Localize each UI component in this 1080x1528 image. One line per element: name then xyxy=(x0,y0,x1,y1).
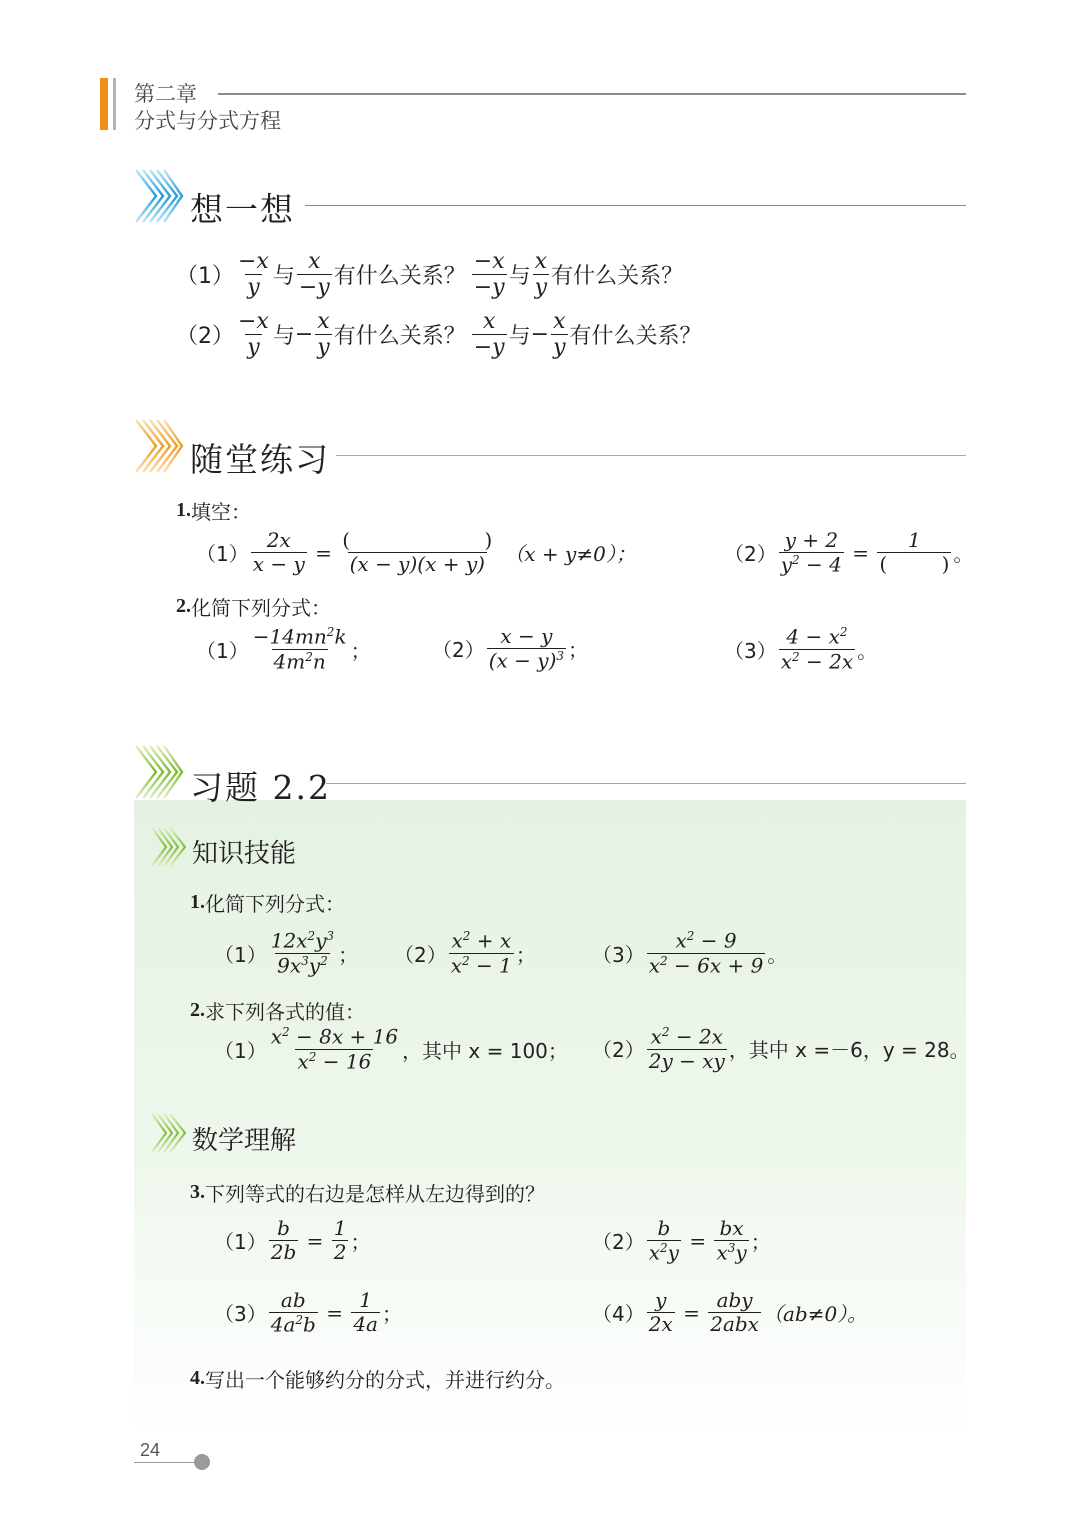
think-question-2: （2） $\frac{-x}{y}$ 与 − $\frac{x}{y}$ 有什么关系？ $\frac{x}{-y}$ 与 − $\frac{x}{y}$ 有什么关系？ xyxy=(176,309,702,361)
chevron-small-green-icon xyxy=(150,826,188,868)
exercise-3-4: （4） $\frac{y}{2x}$ = $\frac{\text{aby}}{\text{2abx}}$ （ab≠0）。 xyxy=(592,1288,868,1336)
exercise-2-2: （2） $\frac{x^2 - 2x}{2y - xy}$ ，其中 x =－6，y = 28。 xyxy=(592,1024,970,1073)
exercise-2-1: （1） $\frac{x^2 - 8x + 16}{x^2 - 16}$ ，其中 x = 100； xyxy=(214,1024,568,1074)
section-rule-exercise xyxy=(326,783,966,784)
chapter-number: 第二章 xyxy=(134,82,197,106)
section-rule-practice xyxy=(336,455,966,456)
page-dot-icon xyxy=(194,1454,210,1470)
chevron-green-icon xyxy=(134,744,184,800)
exercise-question-4: 4. 写出一个能够约分的分式，并进行约分。 xyxy=(190,1367,565,1392)
practice-1-1: （1） $\frac{2x}{x - y}$ = ( ) (x − y)(x + y) （x + y≠0）； xyxy=(196,528,636,576)
page-number-rule xyxy=(134,1462,202,1463)
chapter-rule xyxy=(218,93,966,95)
chevron-small-green-icon xyxy=(150,1112,188,1154)
practice-2-3: （3） $\frac{4 - x^2}{x^2 - 2x}$ 。 xyxy=(724,624,878,674)
exercise-3-3: （3） $\frac{ab}{4a^2b}$ = $\frac{1}{4a}$ ； xyxy=(214,1288,402,1337)
exercise-3-1: （1） $\frac{b}{2b}$ = $\frac{1}{2}$ ； xyxy=(214,1216,371,1264)
section-title-exercise: 习题 2.2 xyxy=(190,768,331,807)
practice-2-2: （2） $\frac{x - y}{(x - y)^3}$ ； xyxy=(432,624,589,673)
chapter-accent-bar xyxy=(100,78,108,130)
exercise-1-2: （2） $\frac{x^2 + x}{x^2 - 1}$ ； xyxy=(394,928,536,978)
think-question-1: （1） $\frac{-x}{y}$ 与 $\frac{x}{-y}$ 有什么关系？ $\frac{-x}{-y}$ 与 $\frac{x}{y}$ 有什么关系？ xyxy=(176,249,684,301)
chevron-blue-icon xyxy=(134,168,184,224)
section-title-practice: 随堂练习 xyxy=(190,440,330,479)
page-number: 24 xyxy=(140,1440,161,1460)
chapter-title: 分式与分式方程 xyxy=(134,109,281,133)
chevron-orange-icon xyxy=(134,418,184,474)
section-title-think: 想一想 xyxy=(190,190,295,229)
exercise-1-1: （1） $\frac{12x^2y^3}{9x^3y^2}$ ； xyxy=(214,928,359,978)
exercise-question-3: 3. 下列等式的右边是怎样从左边得到的？ xyxy=(190,1181,545,1206)
subsection-title-skills: 知识技能 xyxy=(192,839,297,869)
section-rule-think xyxy=(305,205,966,206)
chapter-accent-bar-thin xyxy=(113,78,116,130)
exercise-1-3: （3） $\frac{x^2 - 9}{x^2 - 6x + 9}$ 。 xyxy=(592,928,788,978)
practice-question-1: 1. 填空： xyxy=(176,499,251,524)
subsection-title-understanding: 数学理解 xyxy=(192,1126,297,1156)
exercise-3-2: （2） $\frac{b}{x^2y}$ = $\frac{bx}{x^3y}$ ； xyxy=(592,1216,771,1265)
practice-1-2: （2） $\frac{y + 2}{y^2 - 4}$ = 1 ( ) 。 xyxy=(724,528,974,577)
exercise-question-1: 1. 化简下列分式： xyxy=(190,891,345,916)
practice-question-2: 2. 化简下列分式： xyxy=(176,595,331,620)
practice-2-1: （1） $\frac{-14mn^2k}{4m^2n}$ ； xyxy=(196,624,371,674)
exercise-question-2: 2. 求下列各式的值： xyxy=(190,999,365,1024)
